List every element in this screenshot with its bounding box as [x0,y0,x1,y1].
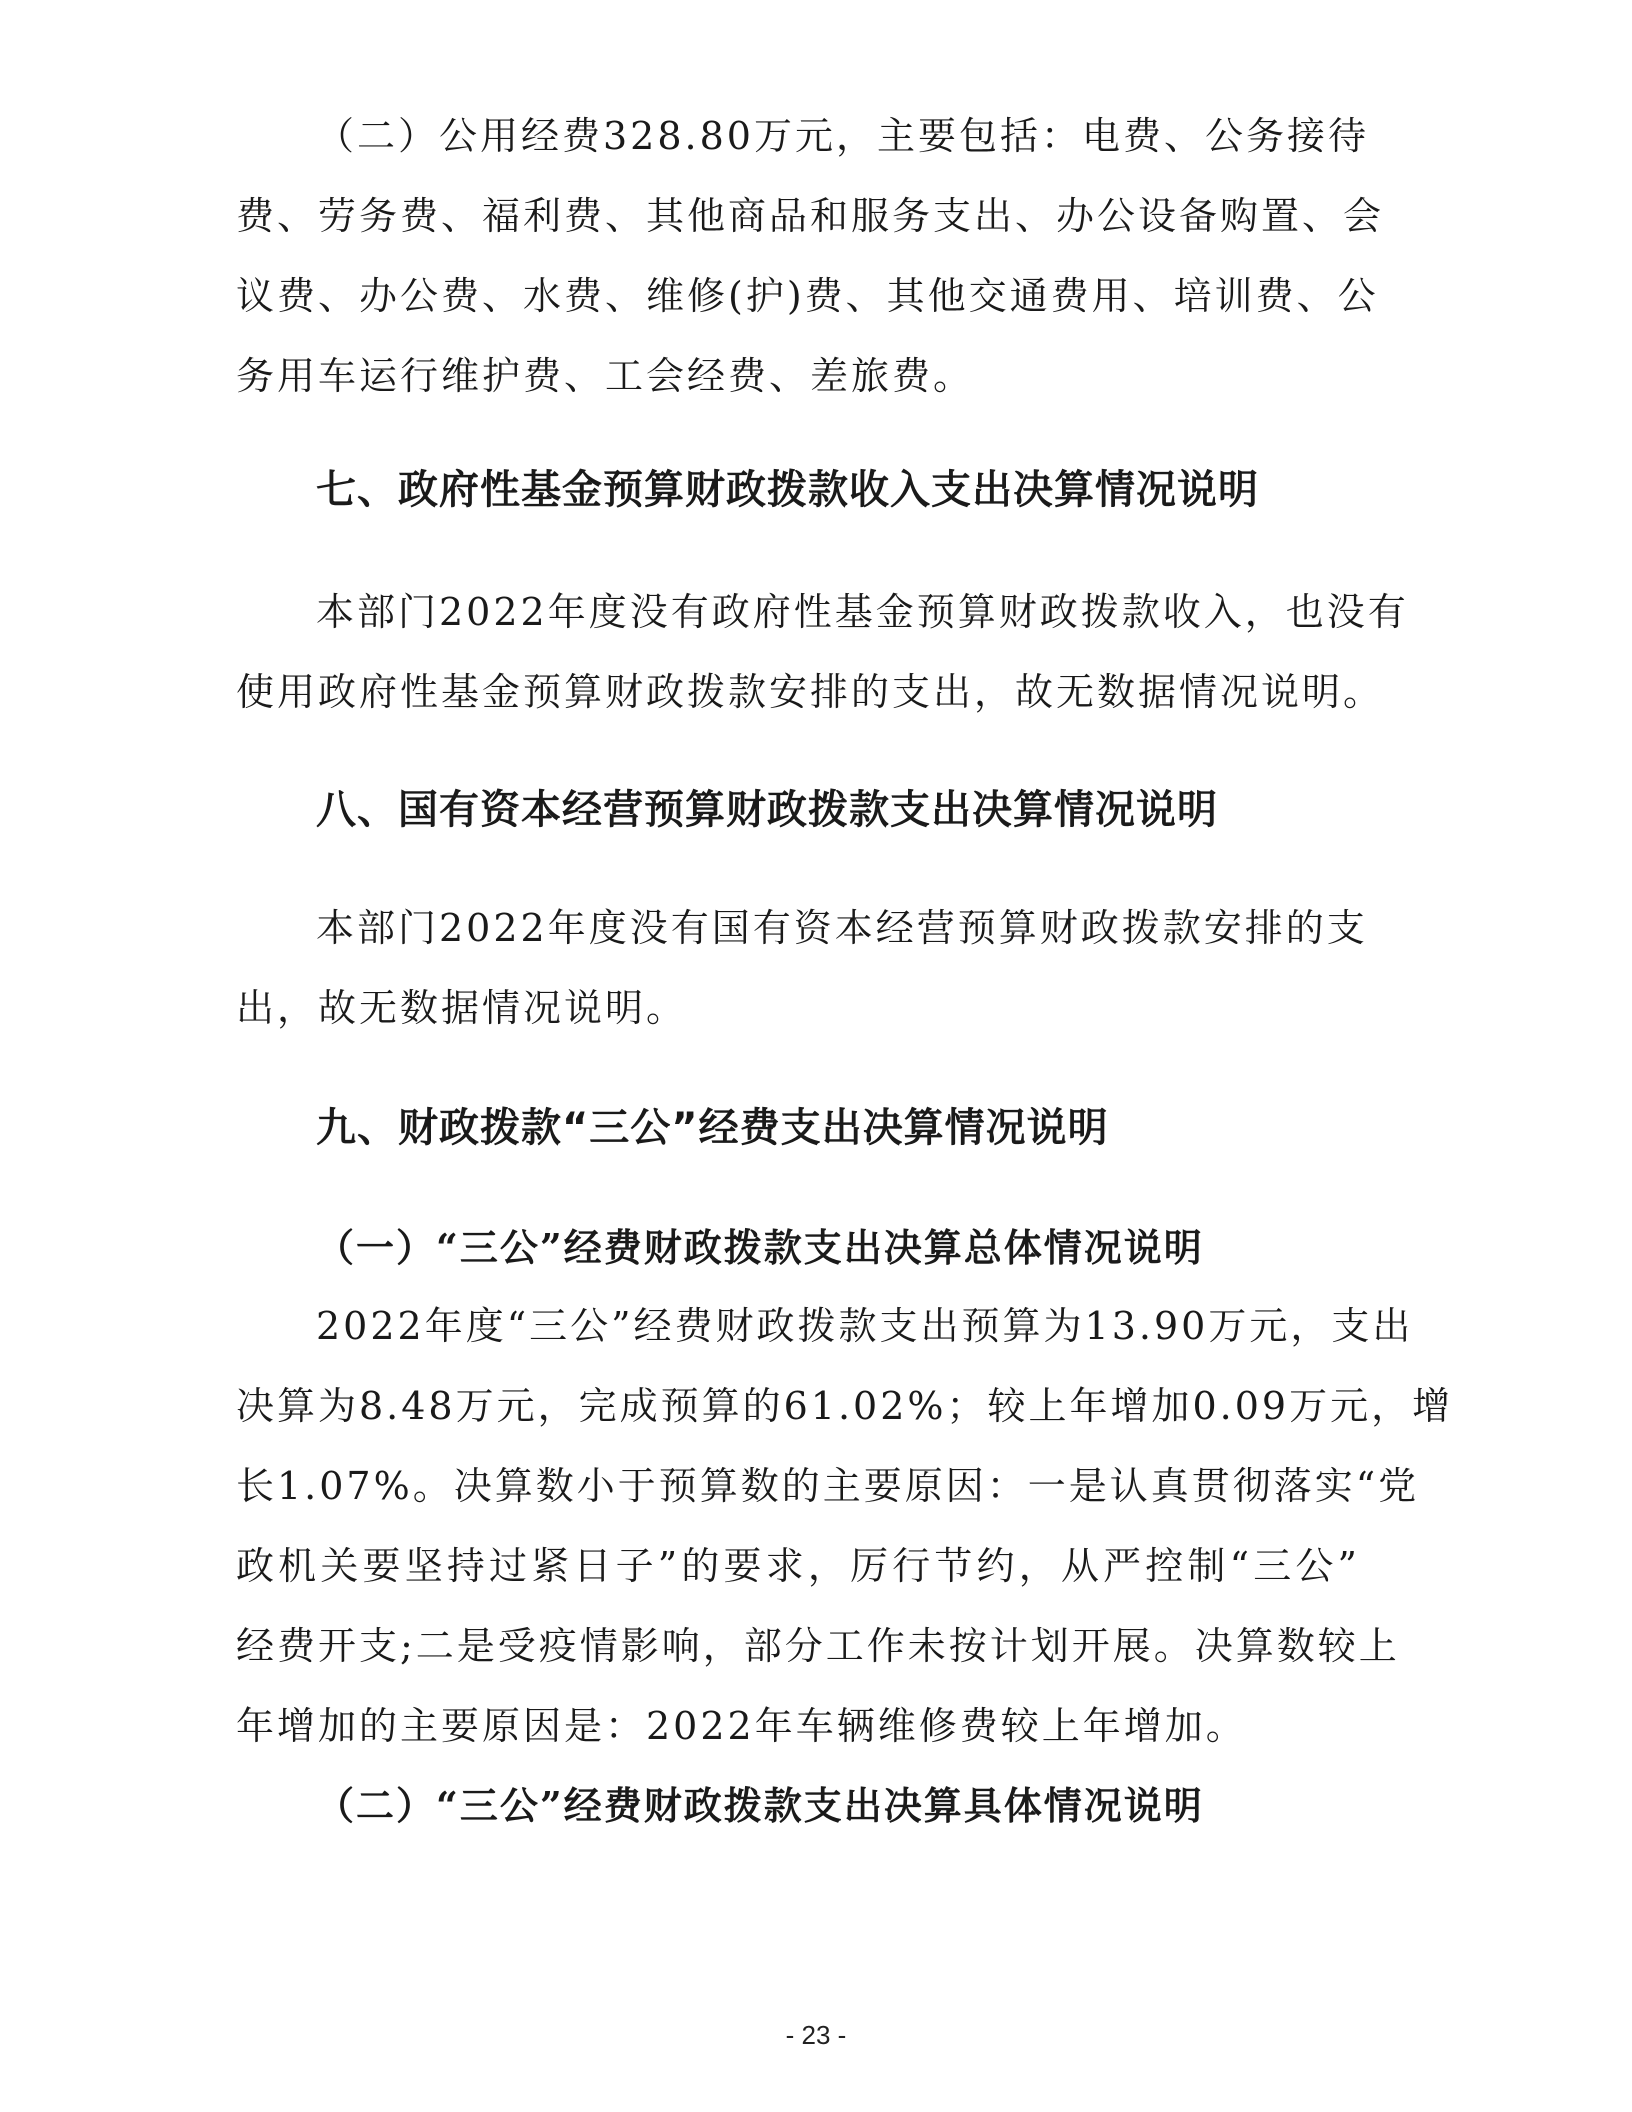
public-expenses-paragraph [236,96,1385,416]
paragraph-line: 经费开支;二是受疫情影响，部分工作未按计划开展。决算数较上 [236,1624,1400,1668]
section-heading-state-capital: 八、国有资本经营预算财政拨款支出决算情况说明 [316,787,1218,833]
state-capital-paragraph [236,888,1368,1048]
paragraph-line [236,96,1369,176]
paragraph-line: 出，故无数据情况说明。 [236,986,688,1030]
paragraph-line: 决算为8.48万元，完成预算的61.02%；较上年增加0.09万元，增 [236,1384,1454,1428]
paragraph-line: 务用车运行维护费、工会经费、差旅费。 [236,354,975,398]
paragraph-line-text: （二）公用经费328.80万元，主要包括：电费、公务接待 [316,114,1369,158]
gov-fund-paragraph [236,572,1409,732]
paragraph-line: 使用政府性基金预算财政拨款安排的支出，故无数据情况说明。 [236,670,1385,714]
paragraph-line-text: 本部门2022年度没有国有资本经营预算财政拨款安排的支 [316,906,1368,950]
paragraph-line: 年增加的主要原因是：2022年车辆维修费较上年增加。 [236,1704,1247,1748]
subheading-specific: （二）“三公”经费财政拨款支出决算具体情况说明 [316,1783,1204,1828]
paragraph-line-text: 2022年度“三公”经费财政拨款支出预算为13.90万元，支出 [316,1304,1414,1348]
subheading-overall: （一）“三公”经费财政拨款支出决算总体情况说明 [316,1225,1204,1270]
paragraph-line-text: 本部门2022年度没有政府性基金预算财政拨款收入，也没有 [316,590,1409,634]
paragraph-line: 长1.07%。决算数小于预算数的主要原因：一是认真贯彻落实“党 [236,1464,1420,1508]
paragraph-line [236,888,1368,968]
section-heading-gov-fund: 七、政府性基金预算财政拨款收入支出决算情况说明 [316,467,1259,513]
three-public-paragraph [236,1286,1454,1766]
paragraph-line: 费、劳务费、福利费、其他商品和服务支出、办公设备购置、会 [236,194,1385,238]
paragraph-line [236,572,1409,652]
paragraph-line [236,1286,1414,1366]
paragraph-line: 政机关要坚持过紧日子”的要求，厉行节约，从严控制“三公” [236,1544,1360,1588]
section-heading-three-public: 九、财政拨款“三公”经费支出决算情况说明 [316,1105,1109,1151]
paragraph-line: 议费、办公费、水费、维修(护)费、其他交通费用、培训费、公 [236,274,1379,318]
page-number: - 23 - [785,2020,847,2050]
